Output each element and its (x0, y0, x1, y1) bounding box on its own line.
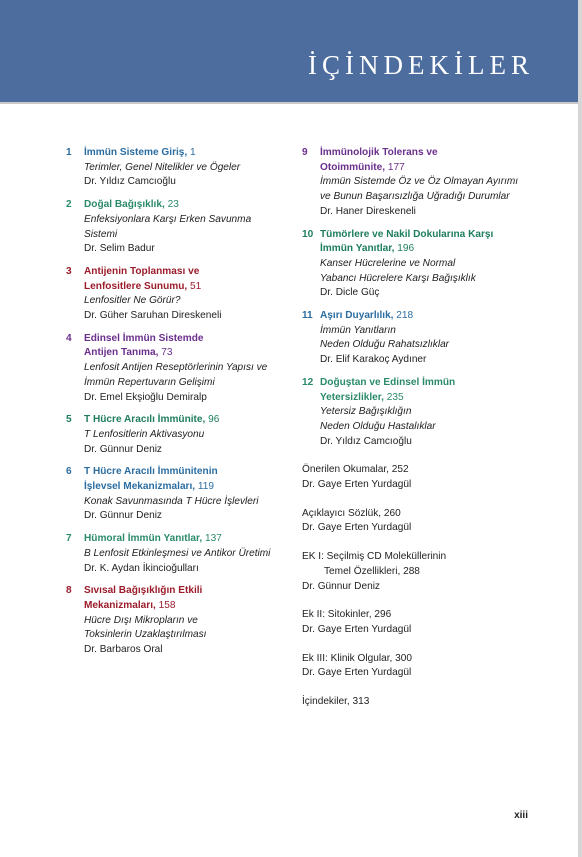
chapter-subtitle: Toksinlerin Uzaklaştırılması (84, 629, 207, 641)
chapter-subtitle: Enfeksiyonlara Karşı Erken Savunma Sistemi (84, 213, 252, 240)
chapter-page: 23 (164, 199, 179, 211)
chapter-author: Dr. Haner Direskeneli (320, 205, 416, 217)
chapter-author: Dr. K. Aydan İkincioğulları (84, 562, 199, 574)
toc-entry[interactable] (302, 228, 542, 302)
appendix-entry[interactable] (302, 608, 542, 637)
chapter-title: Sıvısal Bağışıklığın Etkili (84, 585, 203, 597)
chapter-author: Dr. Günnur Deniz (84, 443, 162, 455)
chapter-title-cont: Otoimmünite, 177 (320, 161, 405, 173)
chapter-subtitle: İmmün Sistemde Öz ve Öz Olmayan Ayırımı (320, 176, 519, 188)
chapter-author: Dr. Emel Ekşioğlu Demiralp (84, 391, 207, 403)
appendix-author: Dr. Gaye Erten Yurdagül (302, 623, 412, 635)
appendix-title: Açıklayıcı Sözlük, 260 (302, 507, 401, 519)
chapter-author: Dr. Dicle Güç (320, 287, 380, 299)
chapter-page: 51 (187, 280, 202, 292)
chapter-number: 5 (66, 414, 72, 426)
appendix-entry[interactable] (302, 652, 542, 681)
chapter-subtitle: Neden Olduğu Hastalıklar (320, 420, 436, 432)
chapter-page: 1 (187, 147, 196, 158)
chapter-author: Dr. Güher Saruhan Direskeneli (84, 310, 222, 322)
chapter-title: T Hücre Aracılı İmmünitenin (84, 466, 218, 478)
chapter-subtitle: Lenfosit Antijen Reseptörlerinin Yapısı ve (84, 362, 268, 374)
toc-entry[interactable] (66, 584, 284, 658)
chapter-subtitle: Neden Olduğu Rahatsızlıklar (320, 339, 450, 351)
toc-right-column (302, 146, 542, 724)
chapter-title: İmmün Sisteme Giriş, 1 (84, 147, 196, 158)
chapter-number: 4 (66, 332, 72, 344)
chapter-subtitle: T Lenfositlerin Aktivasyonu (84, 428, 205, 440)
header-divider (0, 102, 578, 104)
chapter-subtitle: İmmün Yanıtların (320, 324, 396, 336)
chapter-page: 73 (158, 347, 173, 359)
appendix-title: Önerilen Okumalar, 252 (302, 464, 409, 476)
appendix-title-cont: Temel Özellikleri, 288 (324, 565, 420, 577)
toc-entry[interactable] (302, 146, 542, 220)
chapter-number: 3 (66, 265, 72, 277)
appendix-entry[interactable] (302, 507, 542, 536)
chapter-page: 196 (394, 243, 415, 255)
appendix-entry[interactable] (302, 695, 542, 710)
chapter-title: Aşırı Duyarlılık, 218 (320, 310, 414, 322)
toc-entry[interactable] (66, 413, 284, 457)
toc-entry[interactable] (66, 332, 284, 406)
chapter-number: 10 (302, 228, 314, 240)
appendix-title: Ek III: Klinik Olgular, 300 (302, 652, 412, 664)
chapter-title-cont: İşlevsel Mekanizmaları, 119 (84, 481, 215, 493)
chapter-title-cont: İmmün Yanıtlar, 196 (320, 243, 415, 255)
chapter-subtitle: Terimler, Genel Nitelikler ve Ögeler (84, 161, 241, 173)
chapter-page: 177 (385, 161, 405, 173)
chapter-subtitle: Yetersiz Bağışıklığın (320, 406, 412, 418)
chapter-number: 8 (66, 585, 72, 597)
chapter-title-cont: Mekanizmaları, 158 (84, 599, 176, 611)
chapter-author: Dr. Elif Karakoç Aydıner (320, 354, 427, 366)
chapter-title: İmmünolojik Tolerans ve (320, 147, 438, 158)
chapter-subtitle: ve Bunun Başarısızlığa Uğradığı Durumlar (320, 191, 510, 203)
chapter-number: 2 (66, 199, 72, 211)
chapter-page: 158 (155, 599, 176, 611)
toc-entry[interactable] (66, 265, 284, 324)
chapter-number: 12 (302, 376, 314, 388)
appendix-author: Dr. Gaye Erten Yurdagül (302, 479, 412, 491)
chapter-title: Hümoral İmmün Yanıtlar, 137 (84, 533, 222, 545)
chapter-title: Doğuştan ve Edinsel İmmün (320, 376, 456, 388)
appendix-author: Dr. Gaye Erten Yurdagül (302, 522, 412, 534)
chapter-author: Dr. Yıldız Camcıoğlu (84, 176, 176, 188)
chapter-subtitle: B Lenfosit Etkinleşmesi ve Antikor Üretimi (84, 547, 271, 559)
chapter-number: 6 (66, 466, 72, 478)
chapter-number: 9 (302, 147, 308, 158)
appendix-title: İçindekiler, 313 (302, 696, 370, 708)
toc-entry[interactable] (66, 465, 284, 524)
toc-entry[interactable] (66, 146, 284, 190)
appendix-title: EK I: Seçilmiş CD Moleküllerinin (302, 551, 447, 563)
toc-entry[interactable] (302, 309, 542, 368)
header-banner (0, 0, 578, 102)
chapter-subtitle: İmmün Repertuvarın Gelişimi (84, 376, 215, 388)
chapter-page: 235 (383, 391, 404, 403)
page-title: İÇİNDEKİLER (308, 50, 534, 80)
page-edge (578, 0, 582, 857)
chapter-subtitle: Lenfositler Ne Görür? (84, 295, 181, 307)
chapter-title-cont: Yetersizlikler, 235 (320, 391, 404, 403)
chapter-subtitle: Kanser Hücrelerine ve Normal (320, 257, 456, 269)
page-number: xiii (514, 810, 528, 821)
chapter-author: Dr. Günnur Deniz (84, 510, 162, 522)
appendix-author: Dr. Gaye Erten Yurdagül (302, 667, 412, 679)
chapter-title: Edinsel İmmün Sistemde (84, 332, 204, 344)
appendix-entry[interactable] (302, 550, 542, 594)
toc-entry[interactable] (66, 198, 284, 257)
chapter-page: 218 (393, 310, 414, 322)
chapter-page: 137 (202, 533, 222, 545)
chapter-title: T Hücre Aracılı İmmünite, 96 (84, 414, 220, 426)
chapter-title: Doğal Bağışıklık, 23 (84, 199, 179, 211)
chapter-page: 96 (205, 414, 220, 426)
chapter-author: Dr. Barbaros Oral (84, 644, 163, 656)
chapter-author: Dr. Yıldız Camcıoğlu (320, 435, 412, 447)
appendix-entry[interactable] (302, 463, 542, 492)
toc-left-column (66, 146, 284, 666)
toc-entry[interactable] (302, 376, 542, 450)
chapter-subtitle: Hücre Dışı Mikropların ve (84, 614, 198, 626)
chapter-author: Dr. Selim Badur (84, 243, 155, 255)
chapter-title: Tümörlere ve Nakil Dokularına Karşı (320, 228, 494, 240)
chapter-title-cont: Lenfositlere Sunumu, 51 (84, 280, 202, 292)
chapter-subtitle: Yabancı Hücrelere Karşı Bağışıklık (320, 272, 476, 284)
chapter-page: 119 (195, 481, 215, 493)
chapter-title: Antijenin Toplanması ve (84, 265, 200, 277)
appendix-author: Dr. Günnur Deniz (302, 580, 380, 592)
chapter-title-cont: Antijen Tanıma, 73 (84, 347, 173, 359)
appendix-title: Ek II: Sitokinler, 296 (302, 609, 392, 621)
toc-entry[interactable] (66, 532, 284, 576)
chapter-subtitle: Konak Savunmasında T Hücre İşlevleri (84, 495, 259, 507)
chapter-number: 1 (66, 147, 72, 158)
chapter-number: 11 (302, 310, 313, 322)
chapter-number: 7 (66, 533, 72, 545)
